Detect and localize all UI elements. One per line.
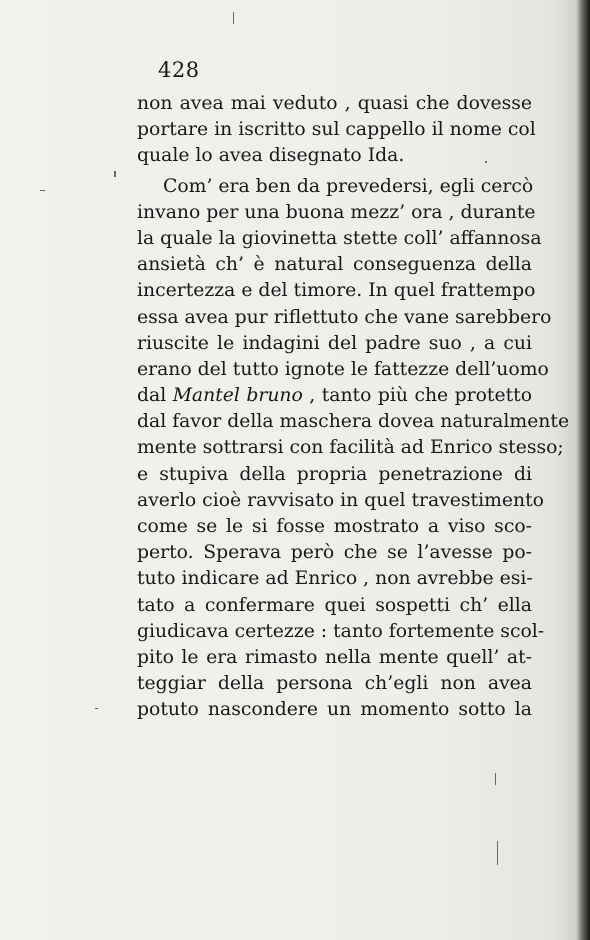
scan-speck (495, 773, 496, 785)
paragraph (137, 91, 536, 170)
text-line: tato a confermare quei sospetti ch’ ella (137, 594, 532, 616)
scan-speck (95, 708, 98, 709)
text-line: e stupiva della propria penetrazione di (137, 463, 532, 485)
text-line: pito le era rimasto nella mente quell’ at- (137, 646, 532, 668)
italic-title: Mantel bruno (172, 385, 303, 407)
text-line: incertezza e del timore. In quel frattempo (137, 280, 536, 302)
body-text (137, 91, 570, 724)
text-line: teggiar della persona ch’egli non avea (137, 673, 532, 695)
text-line: invano per una buona mezz’ ora , durante (137, 201, 536, 223)
text-segment: , tanto più che protetto (302, 385, 532, 407)
scan-speck (497, 841, 498, 865)
text-line: Com’ era ben da prevedersi, egli cercò (163, 175, 534, 197)
paragraph (137, 174, 570, 724)
scan-speck (233, 12, 234, 24)
text-segment: dal (137, 385, 173, 407)
scan-speck (485, 161, 487, 163)
scan-speck (114, 171, 116, 177)
text-line: come se le si fosse mostrato a viso sco- (137, 516, 532, 537)
text-line: essa avea pur riflettuto che vane sarebbero (137, 306, 552, 328)
text-line: perto. Sperava però che se l’avesse po- (137, 542, 532, 564)
scan-speck (40, 190, 45, 191)
page-number: 428 (158, 58, 200, 82)
text-line (137, 383, 532, 409)
text-line: tuto indicare ad Enrico , non avrebbe esi- (137, 568, 533, 590)
text-line: la quale la giovinetta stette coll’ affannosa (137, 227, 542, 249)
text-line: ansietà ch’ è natural conseguenza della (137, 254, 532, 276)
text-line: riuscite le indagini del padre suo , a cui (137, 332, 532, 354)
text-line: mente sottrarsi con facilità ad Enrico stesso; (137, 437, 564, 459)
text-line: quale lo avea disegnato Ida. (137, 145, 405, 167)
text-line: non avea mai veduto , quasi che dovesse (137, 93, 532, 114)
text-line: potuto nascondere un momento sotto la (137, 699, 532, 721)
text-line: averlo cioè ravvisato in quel travestimento (137, 489, 544, 511)
text-line: giudicava certezze : tanto fortemente scol- (137, 620, 545, 642)
text-line: dal favor della maschera dovea naturalmente (137, 411, 570, 433)
text-line: portare in iscritto sul cappello il nome col (137, 119, 536, 141)
page-gutter-shadow (576, 0, 590, 940)
text-line: erano del tutto ignote le fattezze dell’uomo (137, 358, 549, 380)
